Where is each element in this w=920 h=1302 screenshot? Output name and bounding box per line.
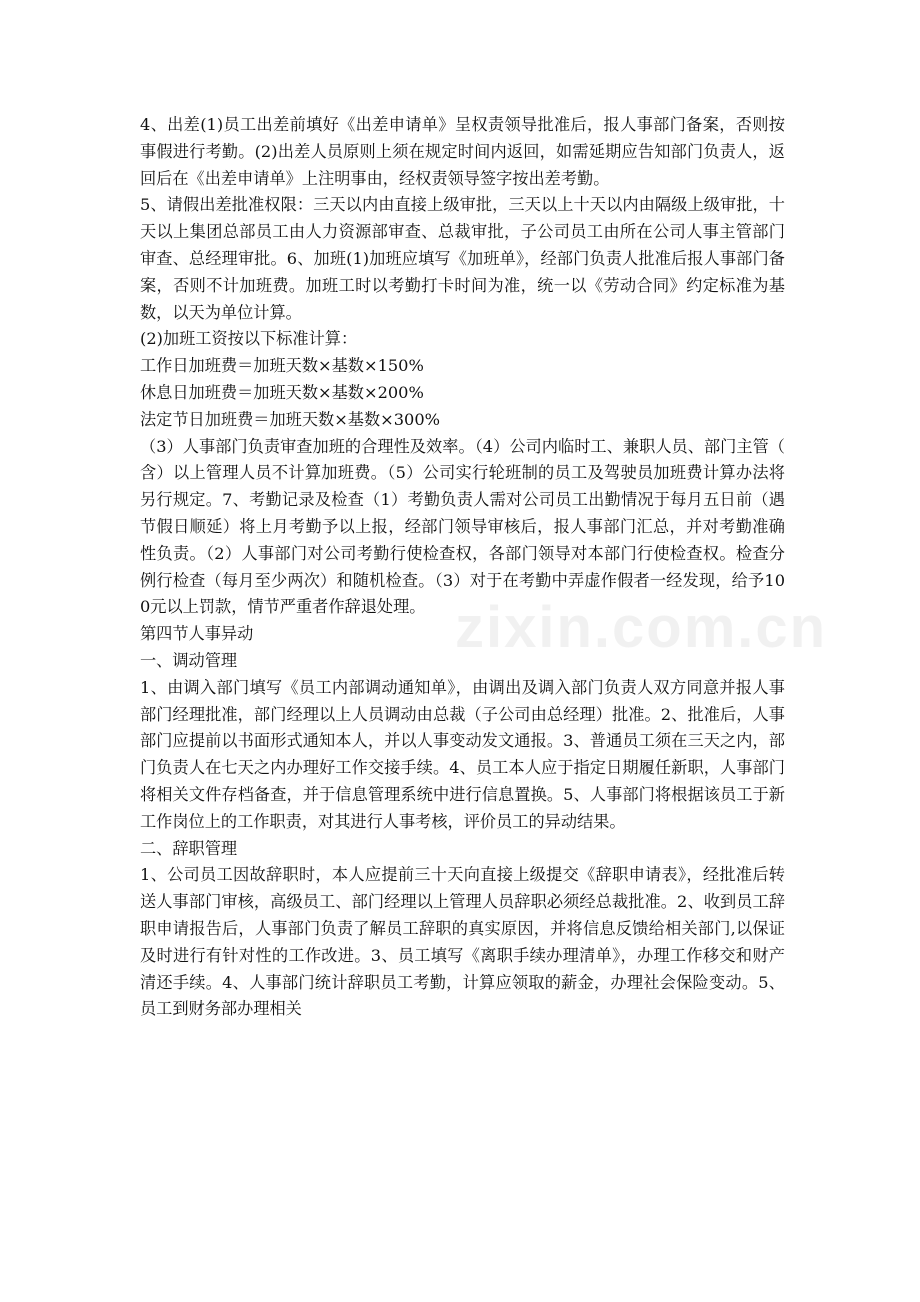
paragraph-transfer-procedure: 1、由调入部门填写《员工内部调动通知单》，由调出及调入部门负责人双方同意并报人事部门经理批准，部门经理以上人员调动由总裁（子公司由总经理）批准。2、批准后，人事部门应提前以书面形式通知本人，并以人事变动发文通报。3、普通员工须在三天之内，部门负责人在七天之内办理好工作交接手续。4、员工本人应于指定日期履任新职，人事部门将相关文件存档备查，并于信息管理系统中进行信息置换。5、人事部门将根据该员工于新工作岗位上的工作职责，对其进行人事考核，评价员工的异动结果。 <box>140 677 785 831</box>
watermark: zixin.com.cn <box>455 595 828 660</box>
document-body <box>140 112 785 1023</box>
formula-holiday-overtime: 法定节日加班费＝加班天数×基数×300% <box>140 409 441 429</box>
formula-restday-overtime: 休息日加班费＝加班天数×基数×200% <box>140 382 424 402</box>
paragraph-leave-approval-and-overtime: 5、请假出差批准权限：三天以内由直接上级审批，三天以上十天以内由隔级上级审批，十天以上集团总部员工由人力资源部审查、总裁审批，子公司员工由所在公司人事主管部门审查、总经理审批。6、加班(1)加班应填写《加班单》，经部门负责人批准后报人事部门备案，否则不计加班费。加班工时以考勤打卡时间为准，统一以《劳动合同》约定标准为基数，以天为单位计算。 <box>140 195 785 322</box>
formula-workday-overtime: 工作日加班费＝加班天数×基数×150% <box>140 356 424 376</box>
subheading-transfer-management: 一、调动管理 <box>140 650 238 670</box>
section-heading-personnel-changes: 第四节人事异动 <box>140 624 254 644</box>
subheading-resignation-management: 二、辞职管理 <box>140 838 238 858</box>
paragraph-overtime-review-and-attendance: （3）人事部门负责审查加班的合理性及效率。（4）公司内临时工、兼职人员、部门主管（含）以上管理人员不计算加班费。（5）公司实行轮班制的员工及驾驶员加班费计算办法将另行规定。7、考勤记录及检查（1）考勤负责人需对公司员工出勤情况于每月五日前（遇节假日顺延）将上月考勤予以上报，经部门领导审核后，报人事部门汇总，并对考勤准确性负责。（2）人事部门对公司考勤行使检查权，各部门领导对本部门行使检查权。检查分例行检查（每月至少两次）和随机检查。（3）对于在考勤中弄虚作假者一经发现，给予100元以上罚款，情节严重者作辞退处理。 <box>140 436 785 617</box>
paragraph-overtime-pay-standard: (2)加班工资按以下标准计算： <box>140 329 358 349</box>
paragraph-business-trip: 4、出差(1)员工出差前填好《出差申请单》呈权责领导批准后，报人事部门备案，否则按事假进行考勤。(2)出差人员原则上须在规定时间内返回，如需延期应告知部门负责人，返回后在《出差申请单》上注明事由，经权责领导签字按出差考勤。 <box>140 115 785 188</box>
paragraph-resignation-procedure: 1、公司员工因故辞职时，本人应提前三十天向直接上级提交《辞职申请表》，经批准后转送人事部门审核，高级员工、部门经理以上管理人员辞职必须经总裁批准。2、收到员工辞职申请报告后，人事部门负责了解员工辞职的真实原因，并将信息反馈给相关部门,以保证及时进行有针对性的工作改进。3、员工填写《离职手续办理清单》，办理工作移交和财产清还手续。4、人事部门统计辞职员工考勤，计算应领取的薪金，办理社会保险变动。5、员工到财务部办理相关 <box>140 865 785 1019</box>
